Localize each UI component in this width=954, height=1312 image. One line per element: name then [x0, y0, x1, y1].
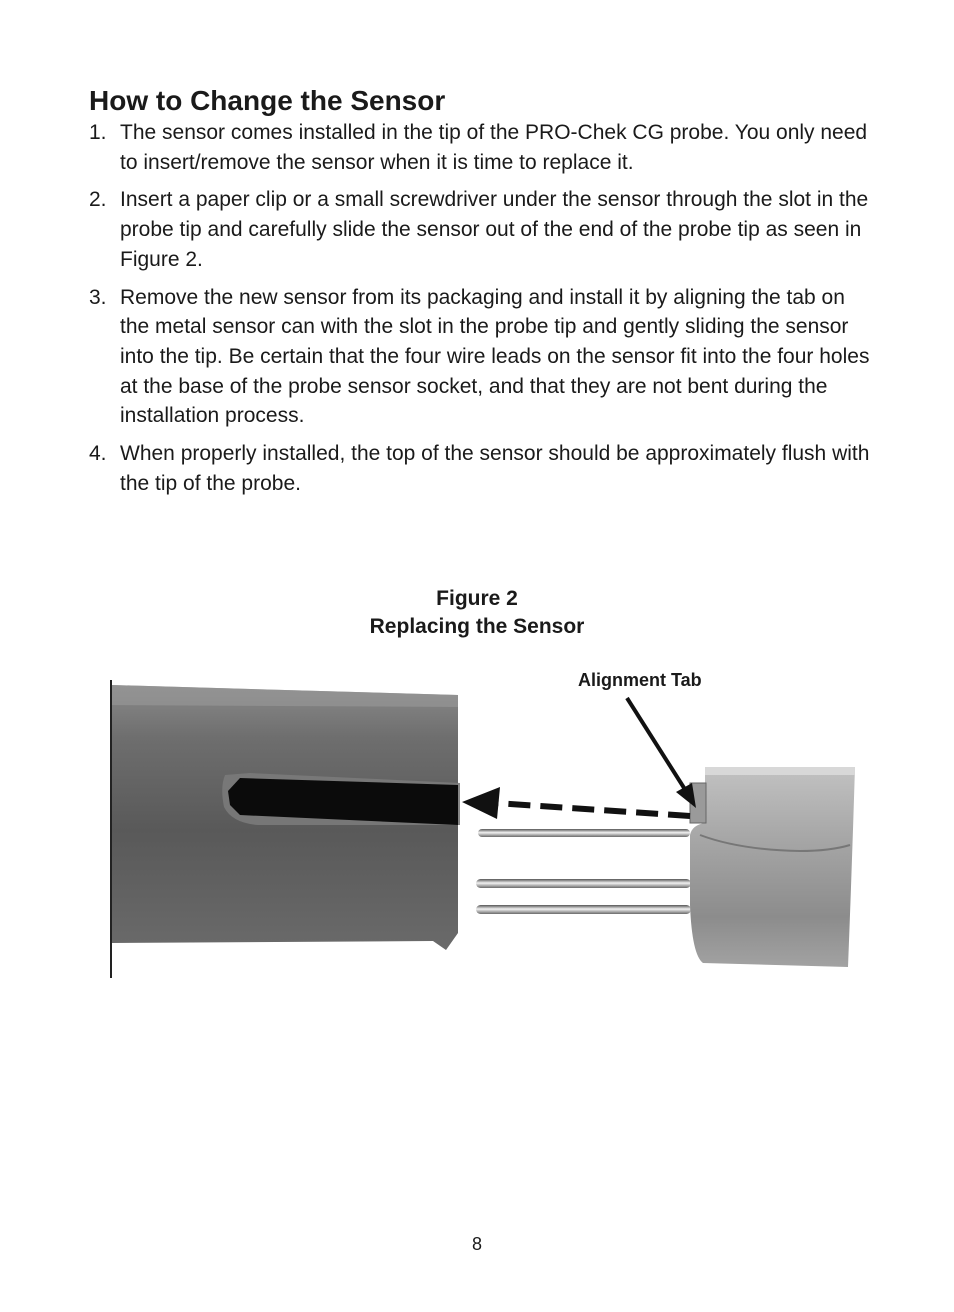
step-number: 1. [89, 121, 107, 144]
callout-arrow [627, 698, 696, 808]
step-number: 4. [89, 442, 107, 466]
step-number: 3. [89, 285, 107, 309]
alignment-tab-label: Alignment Tab [578, 670, 702, 690]
list-item [89, 439, 879, 498]
sensor-illustration [100, 665, 870, 985]
probe-tip [111, 680, 460, 978]
sensor-can [690, 767, 855, 967]
insertion-arrow [462, 787, 690, 819]
sensor-wire-leads [476, 829, 691, 914]
step-text: The sensor comes installed in the tip of the PRO-Chek CG probe. You only need to insert/remove the sensor when it is time to replace it. [120, 121, 868, 174]
step-text: Insert a paper clip or a small screwdriver under the sensor through the slot in the probe tip and carefully slide the sensor out of the end of the probe tip as seen in Figure 2. [120, 188, 869, 271]
list-item [89, 118, 879, 177]
figure-title: Replacing the Sensor [369, 615, 585, 638]
section-heading: How to Change the Sensor [89, 85, 446, 116]
sensor-illustration-svg [100, 665, 870, 985]
list-item [89, 185, 879, 274]
figure-number: Figure 2 [436, 587, 518, 610]
list-item [89, 283, 879, 432]
instruction-list [89, 118, 879, 506]
step-text: Remove the new sensor from its packaging and install it by aligning the tab on the metal sensor can with the slot in the probe tip and gently sliding the sensor into the tip. Be certain that the four wire leads on the sensor fit into the four holes at the base of the probe sensor socket, and that they are not bent during the installation process. [120, 285, 870, 428]
step-text: When properly installed, the top of the sensor should be approximately flush with the tip of the probe. [120, 442, 870, 495]
page-number: 8 [471, 1234, 482, 1254]
step-number: 2. [89, 188, 107, 212]
